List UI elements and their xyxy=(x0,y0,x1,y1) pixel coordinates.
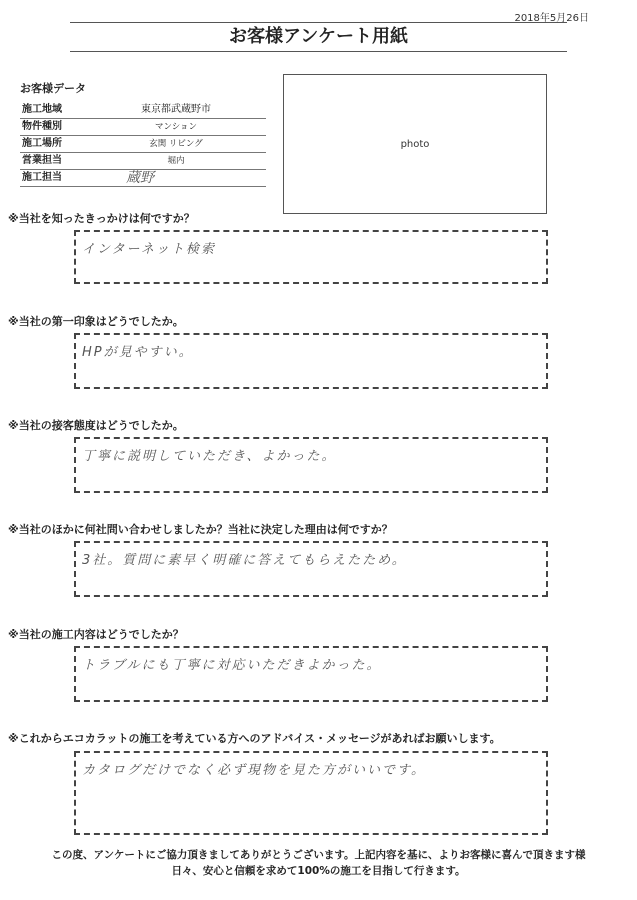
info-label: 物件種別 xyxy=(22,121,62,132)
answer-box-3 xyxy=(74,437,548,493)
info-label: 営業担当 xyxy=(22,155,62,166)
survey-date: 2018年5月26日 xyxy=(514,13,589,24)
answer-box-6 xyxy=(74,751,548,835)
info-value: 玄関 リビング xyxy=(149,139,203,149)
answer-6-text: カタログだけでなく必ず現物を見た方がいいです。 xyxy=(82,763,426,778)
question-1: ※当社を知ったきっかけは何ですか？ xyxy=(8,212,195,225)
info-label: 施工地域 xyxy=(22,104,62,115)
question-4: ※当社のほかに何社問い合わせしましたか？当社に決定した理由は何ですか？ xyxy=(8,523,393,536)
info-value-handwritten: 蔵野 xyxy=(126,170,154,186)
info-row-property-type xyxy=(20,119,266,136)
info-label: 施工担当 xyxy=(22,172,62,183)
info-label: 施工場所 xyxy=(22,138,62,149)
page-title: お客様アンケート用紙 xyxy=(70,22,567,52)
footer-message xyxy=(0,847,637,879)
footer-line-1: この度、アンケートにご協力頂きましてありがとうございます。上記内容を基に、よりお客様に喜んで頂きます様 xyxy=(51,849,586,861)
footer-line-2: 日々、安心と信頼を求めて100%の施工を目指して行きます。 xyxy=(171,865,466,877)
question-3: ※当社の接客態度はどうでしたか。 xyxy=(8,419,184,432)
customer-data-heading: お客様データ xyxy=(20,82,86,95)
photo-label: photo xyxy=(400,138,430,150)
answer-4-text: 3社。質問に素早く明確に答えてもらえたため。 xyxy=(82,553,407,568)
info-row-location xyxy=(20,136,266,153)
answer-5-text: トラブルにも丁寧に対応いただきよかった。 xyxy=(82,658,382,673)
photo-placeholder xyxy=(283,74,547,214)
answer-box-2 xyxy=(74,333,548,389)
info-row-area xyxy=(20,102,266,119)
question-2: ※当社の第一印象はどうでしたか。 xyxy=(8,315,184,328)
answer-box-1 xyxy=(74,230,548,284)
answer-2-text: HPが見やすい。 xyxy=(82,345,194,360)
answer-box-4 xyxy=(74,541,548,597)
question-5: ※当社の施工内容はどうでしたか？ xyxy=(8,628,184,641)
info-value: マンション xyxy=(154,122,198,132)
answer-3-text: 丁寧に説明していただき、よかった。 xyxy=(82,449,337,464)
question-6: ※これからエコカラットの施工を考えている方へのアドバイス・メッセージがあればお願いします。 xyxy=(8,732,501,745)
info-value: 堀内 xyxy=(167,156,185,166)
info-value: 東京都武蔵野市 xyxy=(141,104,211,115)
answer-box-5 xyxy=(74,646,548,702)
customer-info-table xyxy=(20,102,266,187)
answer-1-text: インターネット検索 xyxy=(82,242,216,257)
info-row-sales-rep xyxy=(20,153,266,170)
info-row-installer xyxy=(20,170,266,187)
